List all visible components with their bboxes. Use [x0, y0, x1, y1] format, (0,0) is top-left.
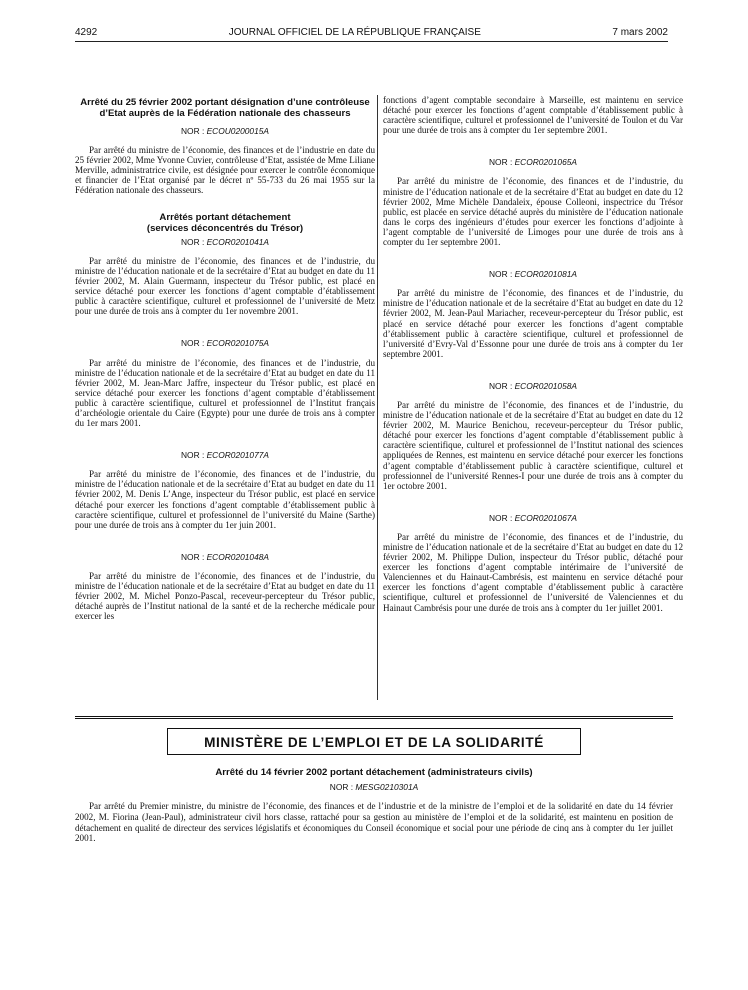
nor-reference: NOR : ECOR0201067A — [489, 512, 577, 523]
page-number: 4292 — [75, 27, 98, 38]
article-body-continued: fonctions d’agent comptable secondaire à Marseille, est maintenu en service détaché pour exercer les fonctions d’agent comptable d’établissement public à caractère scientifique, culturel et professionnel de l’université de Toulon et du Var pour une durée de trois ans à compter du 1er septembre 2001. — [383, 95, 683, 136]
article-title: Arrêté du 25 février 2002 portant désignation d’une contrôleuse d’Etat auprès de la Fédération nationale des chasseurs — [80, 97, 370, 119]
nor-reference: NOR : ECOR0201077A — [181, 450, 269, 461]
article-body: Par arrêté du ministre de l’économie, des finances et de l’industrie en date du 25 février 2002, Mme Yvonne Cuvier, contrôleuse d’Etat, assistée de Mme Liliane Merville, administratrice civile, est désignée pour exercer le contrôle économique et financier de l’Etat organisé par le décret nº 55-733 du 26 mai 1955 sur la Fédération nationale des chasseurs. — [75, 144, 375, 196]
article-body: Par arrêté du ministre de l’économie, des finances et de l’industrie, du ministre de l’éducation nationale et de la secrétaire d’Etat au budget en date du 11 février 2002, M. Jean-Marc Jaffre, inspecteur du Trésor public, est placé en service détaché pour exercer les fonctions d’agent comptable d’établissement public à caractère scientifique, culturel et professionnel de l’Institut français d’archéologie orientale du Caire (Egypte) pour une durée de trois ans à compter du 1er mars 2001. — [75, 357, 375, 429]
nor-reference: NOR : ECOR0201075A — [181, 338, 269, 349]
article-body: Par arrêté du ministre de l’économie, des finances et de l’industrie, du ministre de l’éducation nationale et de la secrétaire d’Etat au budget en date du 11 février 2002, M. Michel Ponzo-Pascal, receveur-percepteur du Trésor public, détaché auprès de l’Institut national de la santé et de la recherche médicale pour exercer les — [75, 570, 375, 622]
nor-reference: NOR : ECOU0200015A — [181, 125, 269, 136]
column-divider — [377, 95, 378, 700]
left-column — [75, 98, 375, 621]
nor-reference: NOR : ECOR0201081A — [489, 269, 577, 280]
ministry-section — [75, 716, 673, 755]
article-body: Par arrêté du ministre de l’économie, des finances et de l’industrie, du ministre de l’éducation nationale et de la secrétaire d’Etat au budget en date du 12 février 2002, M. Philippe Dulion, inspecteur du Trésor public, détaché pour exercer les fonctions d’agent comptable intérimaire de l’université de Valenciennes et du Hainaut-Cambrésis, est maintenu en service détaché pour exercer les fonctions d’agent comptable d’établissement public à caractère scientifique, culturel et professionnel de l’université de Valenciennes et du Hainaut Cambrésis pour une durée de trois ans à compter du 1er juillet 2001. — [383, 531, 683, 613]
ministry-heading: MINISTÈRE DE L’EMPLOI ET DE LA SOLIDARITÉ — [167, 728, 581, 755]
nor-reference: NOR : ECOR0201058A — [489, 380, 577, 391]
section-rule — [75, 716, 673, 719]
bottom-article — [75, 768, 673, 844]
section-title: Arrêtés portant détachement — [159, 212, 291, 224]
nor-reference: NOR : ECOR0201065A — [489, 157, 577, 168]
article-body: Par arrêté du ministre de l’économie, des finances et de l’industrie, du ministre de l’éducation nationale et de la secrétaire d’Etat au budget en date du 11 février 2002, M. Denis L’Ange, inspecteur du Trésor public, est placé en service détaché pour exercer les fonctions d’agent comptable d’établissement public à caractère scientifique, culturel et professionnel de l’université du Maine (Sarthe) pour une durée de trois ans à compter du 1er juin 2001. — [75, 469, 375, 530]
article-body: Par arrêté du ministre de l’économie, des finances et de l’industrie, du ministre de l’éducation nationale et de la secrétaire d’Etat au budget en date du 11 février 2002, M. Alain Guermann, inspecteur du Trésor public, est placé en service détaché pour exercer les fonctions d’agent comptable d’établissement public à caractère scientifique, culturel et professionnel de l’université de Metz pour une durée de trois ans à compter du 1er novembre 2001. — [75, 255, 375, 317]
issue-date: 7 mars 2002 — [612, 27, 668, 38]
article-body: Par arrêté du Premier ministre, du ministre de l’économie, des finances et de l’industrie et de la ministre de l’emploi et de la solidarité en date du 14 février 2002, M. Fiorina (Jean-Paul), administrateur civil hors classe, rattaché pour sa gestion au ministère de l’emploi et de la solidarité, est maintenu en position de détachement en qualité de directeur des services législatifs et économiques du Conseil économique et social pour une période de cinq ans à compter du 1er juillet 2001. — [75, 801, 673, 844]
article-body: Par arrêté du ministre de l’économie, des finances et de l’industrie, du ministre de l’éducation nationale et de la secrétaire d’Etat au budget en date du 12 février 2002, M. Maurice Benichou, receveur-percepteur du Trésor public, détaché pour exercer les fonctions d’agent comptable d’établissement public à caractère scientifique, culturel et professionnel de l’Institut national des sciences appliquées de Rennes, est maintenu en service détaché pour exercer les fonctions d’agent comptable d’établissement public à caractère scientifique, culturel et professionnel de l’université Rennes-I pour une durée de trois ans à compter du 1er octobre 2001. — [383, 399, 683, 491]
header-rule — [75, 41, 668, 42]
journal-title: JOURNAL OFFICIEL DE LA RÉPUBLIQUE FRANÇAISE — [228, 27, 481, 38]
page-header — [75, 27, 668, 38]
nor-reference: NOR : MESG0210301A — [329, 781, 419, 792]
article-title: Arrêté du 14 février 2002 portant détachement (administrateurs civils) — [215, 767, 533, 778]
nor-reference: NOR : ECOR0201048A — [181, 551, 269, 562]
right-column — [383, 95, 683, 613]
nor-reference: NOR : ECOR0201041A — [181, 236, 269, 247]
article-body: Par arrêté du ministre de l’économie, des finances et de l’industrie, du ministre de l’éducation nationale et de la secrétaire d’Etat au budget en date du 12 février 2002, M. Jean-Paul Mariacher, receveur-percepteur du Trésor public, est placé en service détaché pour exercer les fonctions d’agent comptable d’établissement public à caractère scientifique, culturel et professionnel de l’université d’Evry-Val d’Essonne pour une durée de trois ans à compter du 1er septembre 2001. — [383, 288, 683, 359]
article-body: Par arrêté du ministre de l’économie, des finances et de l’industrie, du ministre de l’éducation nationale et de la secrétaire d’Etat au budget en date du 12 février 2002, Mme Michèle Dandaleix, épouse Colleoni, inspectrice du Trésor public, est placée en service détaché auprès du ministère de l’éducation nationale dans le corps des ingénieurs d’études pour exercer les fonctions d’adjointe à l’agent comptable de l’université de Limoges pour une durée de trois ans à compter du 1er septembre 2001. — [383, 176, 683, 248]
section-subtitle: (services déconcentrés du Trésor) — [146, 222, 304, 234]
